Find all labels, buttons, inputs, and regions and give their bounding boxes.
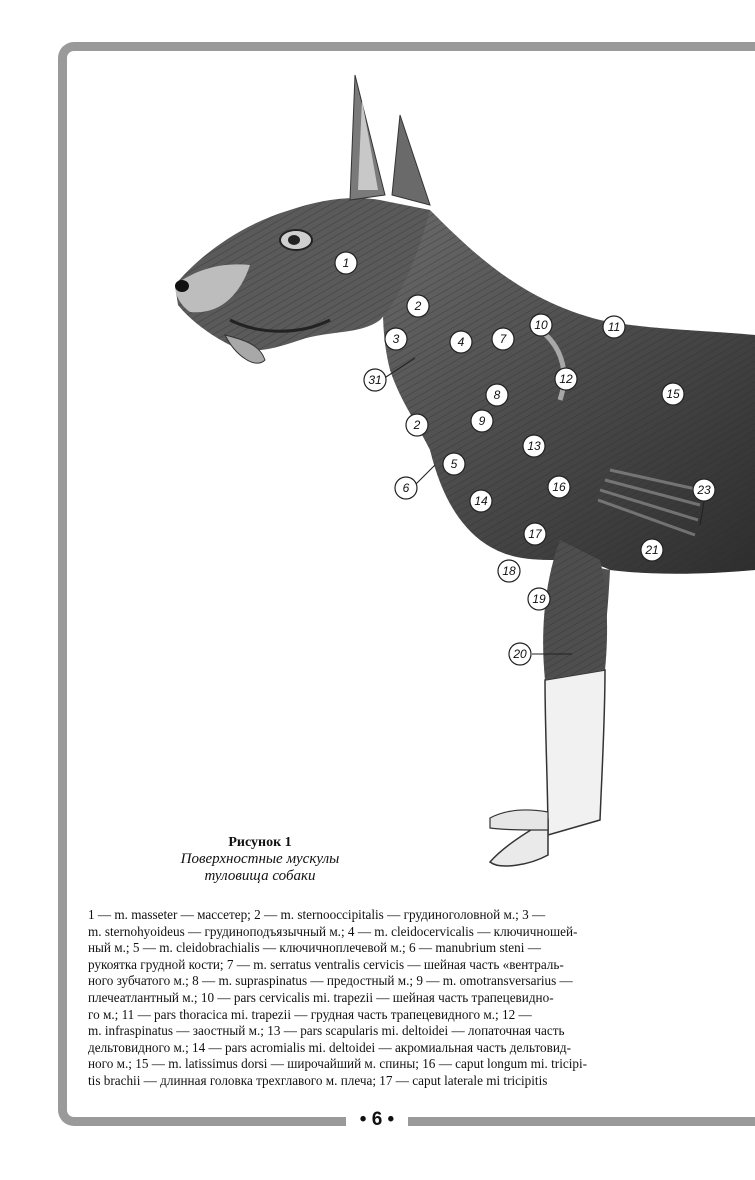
- dog-body: [383, 210, 755, 574]
- marker-23: [693, 479, 715, 501]
- figure-legend: [88, 907, 708, 1090]
- page-number: • 6 •: [346, 1107, 408, 1133]
- marker-label: 16: [552, 480, 566, 494]
- legend-line: ного зубчатого м.; 8 — m. supraspinatus — предостный м.; 9 — m. omotransversarius —: [88, 973, 573, 989]
- marker-1: [335, 252, 357, 274]
- marker-label: 21: [645, 543, 659, 557]
- marker-4: [450, 331, 472, 353]
- marker-31: [364, 369, 386, 391]
- marker-label: 19: [532, 592, 546, 606]
- marker-label: 10: [534, 318, 548, 332]
- marker-5: [443, 453, 465, 475]
- marker-label: 4: [457, 335, 465, 349]
- marker-2: [406, 414, 428, 436]
- marker-13: [523, 435, 545, 457]
- legend-line: ного м.; 15 — m. latissimus dorsi — широчайший м. спины; 16 — caput longum mi. tricipi-: [88, 1056, 588, 1072]
- marker-12: [555, 368, 577, 390]
- marker-14: [470, 490, 492, 512]
- marker-19: [528, 588, 550, 610]
- figure-number: Рисунок 1: [228, 835, 292, 850]
- legend-line: рукоятка грудной кости; 7 — m. serratus ventralis cervicis — шейная часть «вентраль-: [88, 956, 564, 972]
- figure-title-line-2: туловища собаки: [204, 868, 316, 884]
- legend-line: 1 — m. masseter — массетер; 2 — m. sternooccipitalis — грудиноголовной м.; 3 —: [88, 907, 546, 922]
- marker-17: [524, 523, 546, 545]
- page-footer: [0, 1107, 755, 1133]
- marker-6: [395, 477, 417, 499]
- marker-10: [530, 314, 552, 336]
- legend-line: го м.; 11 — pars thoracica mi. trapezii — грудная часть трапецевидного м.; 12 —: [88, 1006, 532, 1022]
- marker-18: [498, 560, 520, 582]
- marker-16: [548, 476, 570, 498]
- marker-label: 1: [342, 256, 350, 270]
- marker-label: 18: [502, 564, 516, 578]
- marker-3: [385, 328, 407, 350]
- marker-label: 9: [478, 414, 486, 428]
- marker-label: 23: [697, 483, 711, 497]
- legend-line: tis brachii — длинная головка трехглавого м. плеча; 17 — caput laterale mi tricipitis: [88, 1072, 548, 1088]
- dog-front-leg: [490, 540, 610, 866]
- marker-label: 20: [513, 647, 527, 661]
- marker-21: [641, 539, 663, 561]
- marker-label: 13: [527, 439, 541, 453]
- figure-title-line-1: Поверхностные мускулы: [180, 851, 340, 867]
- marker-label: 11: [607, 320, 621, 334]
- marker-15: [662, 383, 684, 405]
- marker-label: 8: [493, 388, 501, 402]
- marker-20: [509, 643, 531, 665]
- legend-line: плечеатлантный м.; 10 — pars cervicalis mi. trapezii — шейная часть трапецевидно-: [88, 989, 554, 1005]
- marker-label: 3: [392, 332, 400, 346]
- marker-label: 2: [413, 418, 421, 432]
- marker-label: 6: [402, 481, 410, 495]
- marker-8: [486, 384, 508, 406]
- legend-line: m. sternohyoideus — грудиноподъязычный м.; 4 — m. cleidocervicalis — ключичношей-: [88, 923, 578, 939]
- legend-line: дельтовидного м.; 14 — pars acromialis mi. deltoidei — акромиальная часть дельтовид-: [88, 1039, 572, 1055]
- figure-caption: [145, 834, 375, 885]
- marker-9: [471, 410, 493, 432]
- marker-label: 5: [450, 457, 458, 471]
- legend-line: ный м.; 5 — m. cleidobrachialis — ключичноплечевой м.; 6 — manubrium steni —: [88, 940, 541, 956]
- marker-label: 12: [559, 372, 573, 386]
- marker-11: [603, 316, 625, 338]
- marker-label: 31: [368, 373, 382, 387]
- marker-label: 7: [499, 332, 507, 346]
- marker-label: 17: [528, 527, 542, 541]
- marker-7: [492, 328, 514, 350]
- legend-line: m. infraspinatus — заостный м.; 13 — pars scapularis mi. deltoidei — лопаточная часть: [88, 1023, 565, 1039]
- marker-2: [407, 295, 429, 317]
- marker-label: 15: [666, 387, 680, 401]
- marker-label: 2: [414, 299, 422, 313]
- marker-label: 14: [474, 494, 488, 508]
